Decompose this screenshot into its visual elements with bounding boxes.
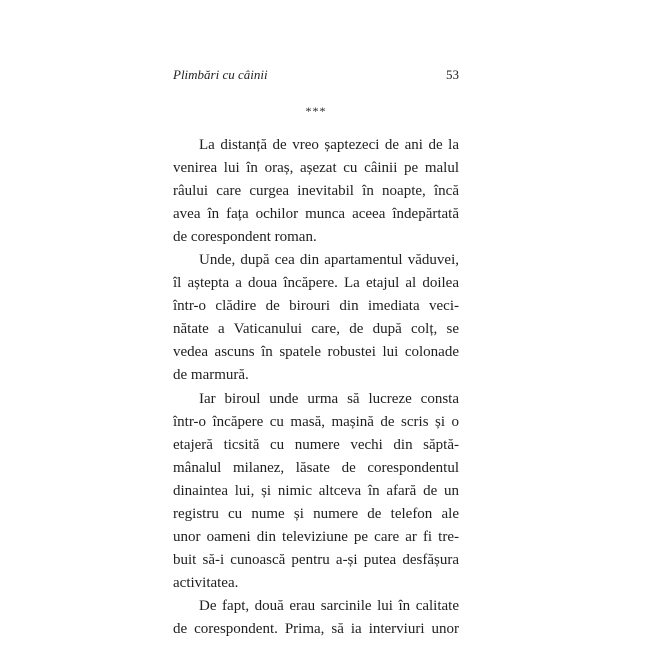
section-break: *** [305,104,327,118]
text-line: La distanță de vreo șaptezeci de ani de la [199,137,459,153]
text-line: unor oameni din televiziune pe care ar fi tre- [173,528,459,545]
text-line: etajeră ticsită cu numere vechi din săptă- [173,436,459,453]
text-line: activitatea. [173,574,239,591]
text-line: dinaintea lui, și nimic altceva în afară de un [173,482,459,499]
text-line: de corespondent. Prima, să ia interviuri unor [173,620,459,637]
text-line: într-o clădire de birouri din imediata veci- [173,298,459,315]
text-line: îl aștepta a doua încăpere. La etajul al doilea [173,275,459,292]
book-title: Plimbări cu câinii [173,67,268,82]
text-line: registru cu nume și numere de telefon ale [173,505,459,522]
text-line: buit să-i cunoască pentru a-și putea desfășura [173,551,459,568]
text-line: râului care curgea inevitabil în noapte, încă [173,183,459,200]
body-text [173,134,459,641]
text-line: de corespondent roman. [173,229,317,246]
text-line: mânalul milanez, lăsate de corespondentul [173,459,459,476]
text-line: vedea ascuns în spatele robustei lui colonade [173,344,459,361]
text-line: avea în fața ochilor munca aceea îndepărtată [173,206,459,223]
text-line: nătate a Vaticanului care, de după colț, se [173,321,459,338]
page-number: 53 [446,67,459,82]
text-line: Unde, după cea din apartamentul văduvei, [199,252,459,269]
text-line: venirea lui în oraș, așezat cu câinii pe malul [173,160,459,177]
running-head [173,66,459,84]
text-line: Iar biroul unde urma să lucreze consta [199,390,459,407]
text-line: într-o încăpere cu masă, mașină de scris și o [173,413,459,430]
text-line: de marmură. [173,367,249,384]
text-line: De fapt, două erau sarcinile lui în calitate [199,597,459,614]
